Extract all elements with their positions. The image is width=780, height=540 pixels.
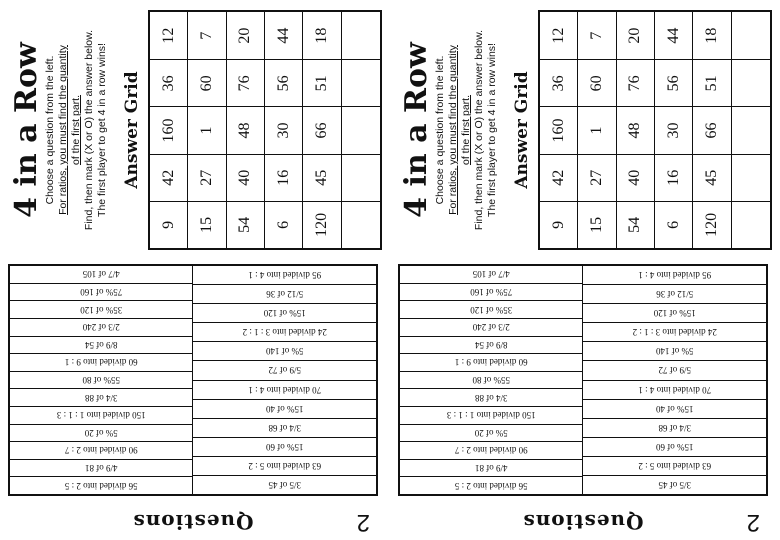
question-cell: 15% of 60 (584, 437, 767, 456)
answer-cell[interactable]: 18 (303, 12, 341, 59)
answer-cell[interactable]: 12 (150, 12, 188, 59)
answer-cell[interactable]: 120 (693, 201, 731, 248)
answer-cell[interactable]: 76 (227, 59, 265, 106)
answer-cell[interactable]: 40 (617, 154, 655, 201)
answer-cell[interactable]: 160 (150, 106, 188, 153)
game-section (10, 2, 385, 258)
question-cell: 75% of 160 (400, 283, 583, 301)
question-cell: 15% of 60 (194, 437, 377, 456)
questions-table (398, 264, 768, 496)
question-cell: 60 divided into 9 : 1 (10, 353, 193, 371)
question-cell: 5% of 140 (584, 341, 767, 360)
answer-cell[interactable]: 56 (655, 59, 693, 106)
question-cell: 56 divided into 2 : 5 (400, 476, 583, 494)
answer-cell[interactable]: 1 (188, 106, 226, 153)
answer-grid (148, 10, 382, 250)
answer-cell[interactable]: 66 (303, 106, 341, 153)
answer-cell[interactable]: 48 (227, 106, 265, 153)
question-cell: 4/7 of 105 (82, 269, 120, 280)
questions-column-2 (400, 266, 584, 494)
question-cell: 35% of 120 (400, 300, 583, 318)
question-cell: 90 divided into 2 : 7 (10, 441, 193, 459)
questions-title: Questions (522, 510, 644, 534)
answer-cell[interactable] (732, 106, 770, 153)
answer-cell[interactable]: 36 (150, 59, 188, 106)
answer-cell[interactable] (342, 12, 380, 59)
answer-cell[interactable] (732, 154, 770, 201)
game-instructions (434, 2, 499, 258)
question-cell: 5/12 of 36 (584, 284, 767, 303)
instruction-line: For ratios, you must find the quantity (57, 45, 69, 215)
answer-cell[interactable]: 6 (655, 201, 693, 248)
question-cell: 4/9 of 81 (400, 459, 583, 477)
instruction-line: The first player to get 4 in a row wins! (486, 43, 498, 217)
answer-cell[interactable]: 76 (617, 59, 655, 106)
answer-cell[interactable]: 44 (655, 12, 693, 59)
answer-cell[interactable]: 9 (540, 201, 578, 248)
questions-table (8, 264, 378, 496)
answer-cell[interactable]: 120 (303, 201, 341, 248)
answer-cell[interactable]: 36 (540, 59, 578, 106)
answer-cell[interactable]: 15 (578, 201, 616, 248)
question-cell: 60 divided into 9 : 1 (400, 353, 583, 371)
answer-cell[interactable]: 20 (617, 12, 655, 59)
answer-cell[interactable]: 20 (227, 12, 265, 59)
answer-grid-title: Answer Grid (122, 71, 142, 189)
answer-cell[interactable]: 15 (188, 201, 226, 248)
answer-cell[interactable] (732, 12, 770, 59)
question-cell: 15% of 120 (194, 303, 377, 322)
question-cell: 5% of 20 (10, 424, 193, 442)
answer-cell[interactable]: 60 (188, 59, 226, 106)
answer-cell[interactable] (342, 201, 380, 248)
question-cell: 24 divided into 3 : 1 : 2 (194, 322, 377, 341)
worksheet-right (390, 0, 780, 540)
answer-cell[interactable]: 42 (150, 154, 188, 201)
answer-cell[interactable]: 7 (578, 12, 616, 59)
question-cell: 95 divided into 4 : 1 (638, 270, 712, 281)
question-cell: 56 divided into 2 : 5 (10, 476, 193, 494)
answer-cell[interactable] (342, 154, 380, 201)
questions-column-1 (194, 266, 377, 494)
instruction-line: Choose a question from the left. (44, 55, 56, 205)
answer-cell[interactable]: 48 (617, 106, 655, 153)
answer-cell[interactable]: 30 (265, 106, 303, 153)
question-cell: 5/9 of 72 (584, 360, 767, 379)
question-cell: 15% of 40 (194, 399, 377, 418)
answer-cell[interactable]: 56 (265, 59, 303, 106)
answer-cell[interactable]: 51 (303, 59, 341, 106)
answer-cell[interactable]: 27 (188, 154, 226, 201)
question-cell: 3/4 of 88 (10, 388, 193, 406)
question-cell: 3/4 of 68 (584, 418, 767, 437)
question-cell: 90 divided into 2 : 7 (400, 441, 583, 459)
answer-grid (538, 10, 772, 250)
question-cell: 75% of 160 (10, 283, 193, 301)
answer-cell[interactable]: 54 (227, 201, 265, 248)
answer-cell[interactable]: 6 (265, 201, 303, 248)
question-cell: 63 divided into 5 : 2 (194, 456, 377, 475)
question-cell: 35% of 120 (10, 300, 193, 318)
answer-cell[interactable] (342, 59, 380, 106)
answer-cell[interactable] (732, 59, 770, 106)
instruction-line: of the first part. (70, 94, 82, 166)
answer-cell[interactable] (732, 201, 770, 248)
answer-cell[interactable]: 9 (150, 201, 188, 248)
answer-cell[interactable]: 16 (655, 154, 693, 201)
answer-cell[interactable]: 12 (540, 12, 578, 59)
answer-cell[interactable]: 45 (693, 154, 731, 201)
question-cell: 63 divided into 5 : 2 (584, 456, 767, 475)
question-cell: 2/3 of 240 (10, 318, 193, 336)
instruction-line: The first player to get 4 in a row wins! (96, 43, 108, 217)
question-cell: 5/9 of 72 (194, 360, 377, 379)
game-rotated-panel (10, 2, 385, 258)
answer-cell[interactable]: 51 (693, 59, 731, 106)
question-cell: 55% of 80 (400, 371, 583, 389)
questions-column-1 (584, 266, 767, 494)
answer-cell[interactable]: 40 (227, 154, 265, 201)
answer-cell[interactable]: 44 (265, 12, 303, 59)
answer-cell[interactable]: 1 (578, 106, 616, 153)
question-cell: 3/4 of 88 (400, 388, 583, 406)
questions-section (398, 262, 768, 536)
questions-column-2 (10, 266, 194, 494)
question-cell: 3/4 of 68 (194, 418, 377, 437)
question-cell: 55% of 80 (10, 371, 193, 389)
answer-cell[interactable]: 60 (578, 59, 616, 106)
page-number: 2 (746, 509, 760, 536)
answer-cell[interactable]: 42 (540, 154, 578, 201)
question-cell: 95 divided into 4 : 1 (248, 270, 322, 281)
question-cell: 3/5 of 45 (194, 475, 377, 494)
question-cell: 8/9 of 54 (10, 336, 193, 354)
question-cell: 4/9 of 81 (10, 459, 193, 477)
question-cell: 24 divided into 3 : 1 : 2 (584, 322, 767, 341)
questions-title: Questions (132, 510, 254, 534)
questions-section (8, 262, 378, 536)
instruction-line: Find, then mark (X or O) the answer below. (473, 29, 485, 231)
question-cell: 15% of 40 (584, 399, 767, 418)
answer-cell[interactable]: 160 (540, 106, 578, 153)
answer-cell[interactable]: 18 (693, 12, 731, 59)
page-number: 2 (356, 509, 370, 536)
question-cell: 8/9 of 54 (400, 336, 583, 354)
answer-cell[interactable]: 66 (693, 106, 731, 153)
question-cell: 70 divided into 4 : 1 (584, 380, 767, 399)
game-section (400, 2, 775, 258)
game-title: 4 in a Row (399, 42, 434, 218)
answer-grid-title: Answer Grid (512, 71, 532, 189)
game-instructions (44, 2, 109, 258)
answer-cell[interactable]: 30 (655, 106, 693, 153)
question-cell: 70 divided into 4 : 1 (194, 380, 377, 399)
game-title: 4 in a Row (9, 42, 44, 218)
question-cell: 150 divided into 1 : 1 : 3 (10, 406, 193, 424)
question-cell: 5/12 of 36 (194, 284, 377, 303)
question-cell: 15% of 120 (584, 303, 767, 322)
answer-cell[interactable] (342, 106, 380, 153)
question-cell: 5% of 20 (400, 424, 583, 442)
game-rotated-panel (400, 2, 775, 258)
answer-cell[interactable]: 7 (188, 12, 226, 59)
question-cell: 2/3 of 240 (400, 318, 583, 336)
question-cell: 4/7 of 105 (472, 269, 510, 280)
answer-cell[interactable]: 16 (265, 154, 303, 201)
answer-cell[interactable]: 54 (617, 201, 655, 248)
instruction-line: Find, then mark (X or O) the answer below. (83, 29, 95, 231)
answer-cell[interactable]: 27 (578, 154, 616, 201)
question-cell: 3/5 of 45 (584, 475, 767, 494)
question-cell: 5% of 140 (194, 341, 377, 360)
question-cell: 150 divided into 1 : 1 : 3 (400, 406, 583, 424)
instruction-line: of the first part. (460, 94, 472, 166)
instruction-line: For ratios, you must find the quantity (447, 45, 459, 215)
instruction-line: Choose a question from the left. (434, 55, 446, 205)
answer-cell[interactable]: 45 (303, 154, 341, 201)
